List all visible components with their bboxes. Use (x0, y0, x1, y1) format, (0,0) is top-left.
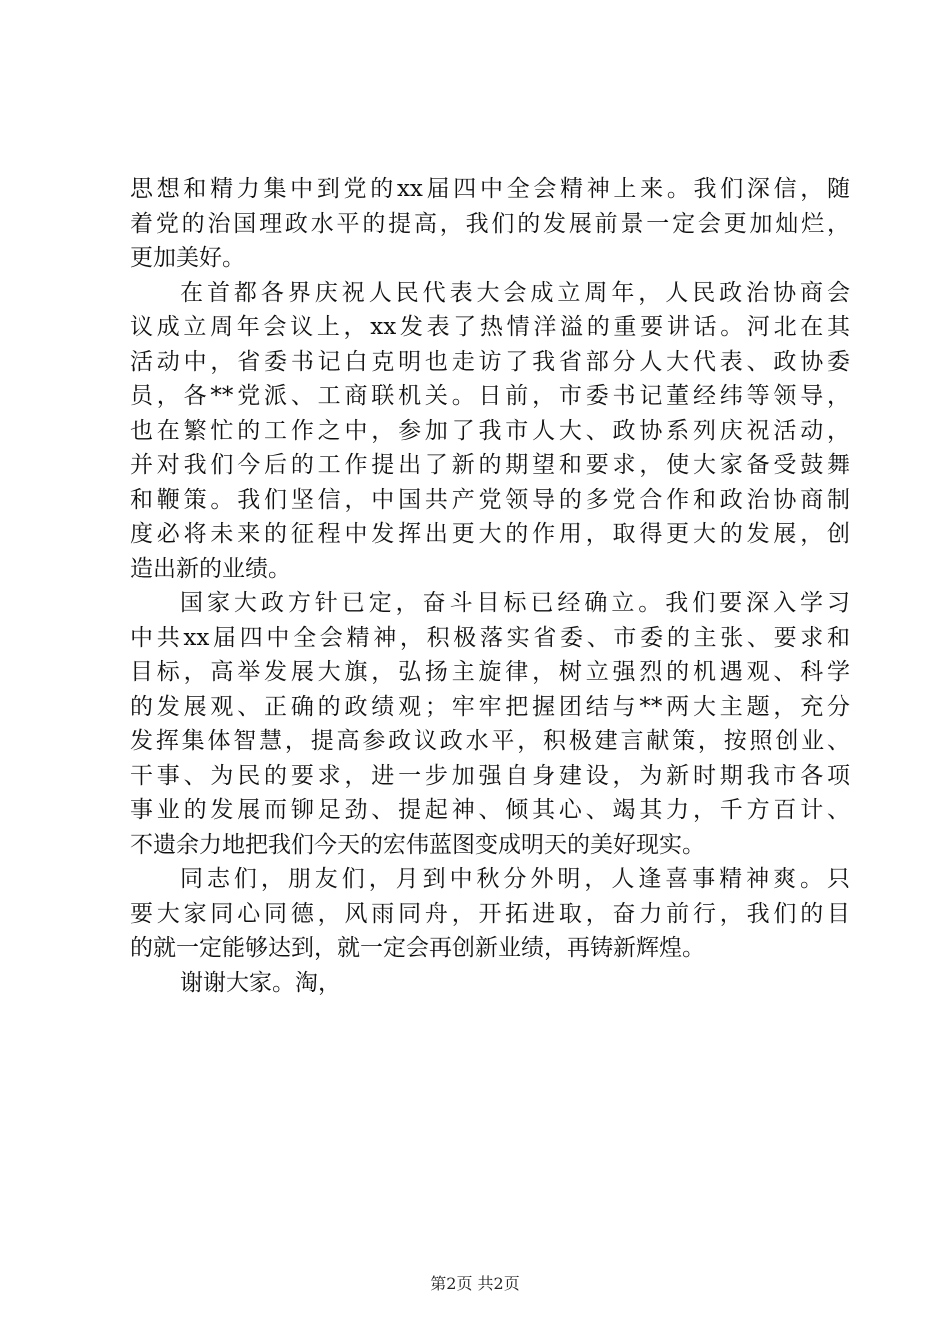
page-footer: 第2页 共2页 (430, 1274, 520, 1293)
text-line: 要大家同心同德，风雨同舟，开拓进取，奋力前行，我们的目 (130, 900, 850, 927)
text-line: 着党的治国理政水平的提高，我们的发展前景一定会更加灿烂， (130, 210, 850, 237)
text-line: 不遗余力地把我们今天的宏伟蓝图变成明天的美好现实。 (130, 831, 705, 858)
text-line: 同志们，朋友们，月到中秋分外明，人逢喜事精神爽。只 (180, 866, 850, 892)
text-line: 思想和精力集中到党的xx届四中全会精神上来。我们深信，随 (130, 176, 850, 202)
text-line: 并对我们今后的工作提出了新的期望和要求，使大家备受鼓舞 (130, 452, 850, 478)
text-line: 议成立周年会议上，xx发表了热情洋溢的重要讲话。河北在其 (130, 314, 850, 340)
text-line: 中共xx届四中全会精神，积极落实省委、市委的主张、要求和 (130, 624, 850, 651)
text-line: 国家大政方针已定，奋斗目标已经确立。我们要深入学习 (180, 590, 850, 616)
text-line: 发挥集体智慧，提高参政议政水平，积极建言献策，按照创业、 (130, 728, 850, 754)
text-line: 在首都各界庆祝人民代表大会成立周年，人民政治协商会 (180, 279, 850, 306)
text-line: 也在繁忙的工作之中，参加了我市人大、政协系列庆祝活动， (130, 417, 850, 444)
text-line: 目标，高举发展大旗，弘扬主旋律，树立强烈的机遇观、科学 (130, 659, 850, 685)
text-line: 事业的发展而铆足劲、提起神、倾其心、竭其力，千方百计、 (130, 797, 850, 823)
text-line: 度必将未来的征程中发挥出更大的作用，取得更大的发展，创 (130, 521, 850, 547)
text-line: 造出新的业绩。 (130, 555, 291, 582)
text-line: 员，各**党派、工商联机关。日前，市委书记董经纬等领导， (130, 383, 850, 409)
text-line: 的发展观、正确的政绩观；牢牢把握团结与**两大主题，充分 (130, 693, 850, 720)
document-body (130, 172, 850, 1000)
text-line: 更加美好。 (130, 245, 245, 271)
text-line: 的就一定能够达到，就一定会再创新业绩，再铸新辉煌。 (130, 935, 705, 961)
text-line: 和鞭策。我们坚信，中国共产党领导的多党合作和政治协商制 (130, 486, 850, 513)
text-line: 谢谢大家。淘， (180, 969, 341, 996)
text-line: 活动中，省委书记白克明也走访了我省部分人大代表、政协委 (130, 348, 850, 375)
text-line: 干事、为民的要求，进一步加强自身建设，为新时期我市各项 (130, 762, 850, 789)
